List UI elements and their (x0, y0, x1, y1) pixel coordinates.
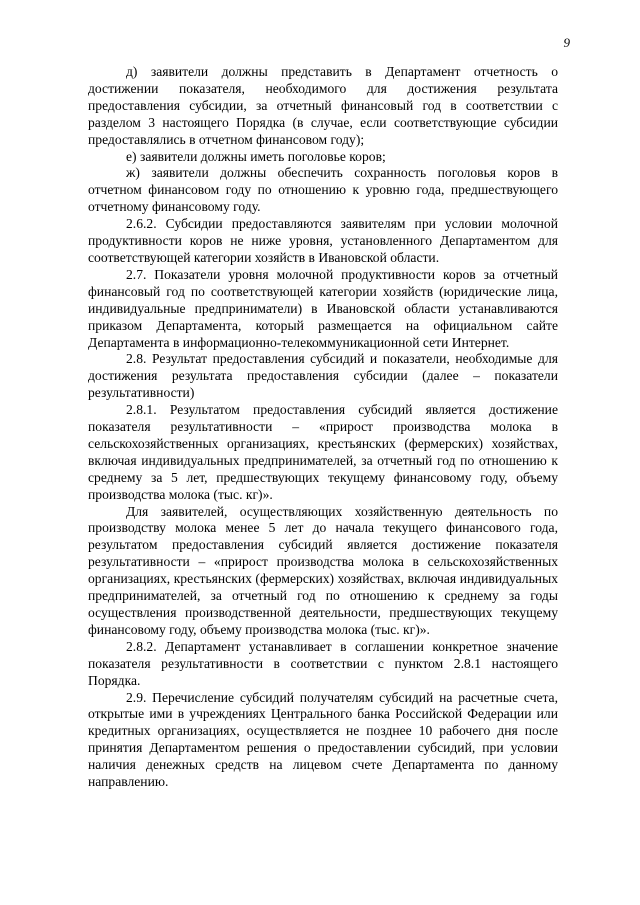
paragraph-2-8-1: 2.8.1. Результатом предоставления субсидий является достижение показателя результативности – «прирост производства молока в сельскохозяйственных организациях, крестьянских (фермерских) хозяйствах, включая индивидуальных предпринимателей, за отчетный год по отношению к среднему за 5 лет, предшествующих текущему финансовому году, объему производства молока (тыс. кг)». (88, 402, 558, 502)
paragraph-2-9: 2.9. Перечисление субсидий получателям субсидий на расчетные счета, открытые ими в учреждениях Центрального банка Российской Федерации или кредитных организациях, осуществляется не позднее 10 рабочего дня после принятия Департаментом решения о предоставлении субсидий, при условии наличия денежных средств на лицевом счете Департамента по данному направлению. (88, 689, 558, 790)
paragraph-d: д) заявители должны представить в Департамент отчетность о достижении показателя, необходимого для достижения результата предоставления субсидии, за отчетный финансовый год в соответствии с разделом 3 настоящего Порядка (в случае, если соответствующие субсидии предоставлялись в отчетном финансовом году); (88, 64, 558, 147)
paragraph-e: е) заявители должны иметь поголовье коров; (126, 148, 386, 164)
paragraph-2-8: 2.8. Результат предоставления субсидий и показатели, необходимые для достижения результата предоставления субсидии (далее – показатели результативности) (88, 351, 558, 401)
paragraph-new-applicants: Для заявителей, осуществляющих хозяйственную деятельность по производству молока менее 5 лет до начала текущего финансового года, результатом предоставления субсидий является достижение показателя результативности – «прирост производства молока в сельскохозяйственных организациях, крестьянских (фермерских) хозяйствах, включая индивидуальных предпринимателей, за отчетный год по отношению к среднему за годы осуществления производственной деятельности, предшествующих текущему финансовому году, объему производства молока (тыс. кг)». (88, 503, 558, 637)
paragraph-2-8-2: 2.8.2. Департамент устанавливает в соглашении конкретное значение показателя результативности в соответствии с пунктом 2.8.1 настоящего Порядка. (88, 638, 558, 688)
document-body (88, 64, 558, 791)
paragraph-2-6-2: 2.6.2. Субсидии предоставляются заявителям при условии молочной продуктивности коров не ниже уровня, установленного Департаментом для соответствующей категории хозяйств в Ивановской области. (88, 216, 558, 265)
paragraph-zh: ж) заявители должны обеспечить сохранность поголовья коров в отчетном финансовом году по отношению к уровню года, предшествующего отчетному финансовому году. (88, 165, 558, 215)
paragraph-2-7: 2.7. Показатели уровня молочной продуктивности коров за отчетный финансовый год по соответствующей категории хозяйств (юридические лица, индивидуальные предприниматели) в Ивановской области устанавливаются приказом Департамента, который размещается на официальном сайте Департамента в информационно-телекоммуникационной сети Интернет. (88, 266, 558, 350)
page-number: 9 (563, 35, 570, 50)
